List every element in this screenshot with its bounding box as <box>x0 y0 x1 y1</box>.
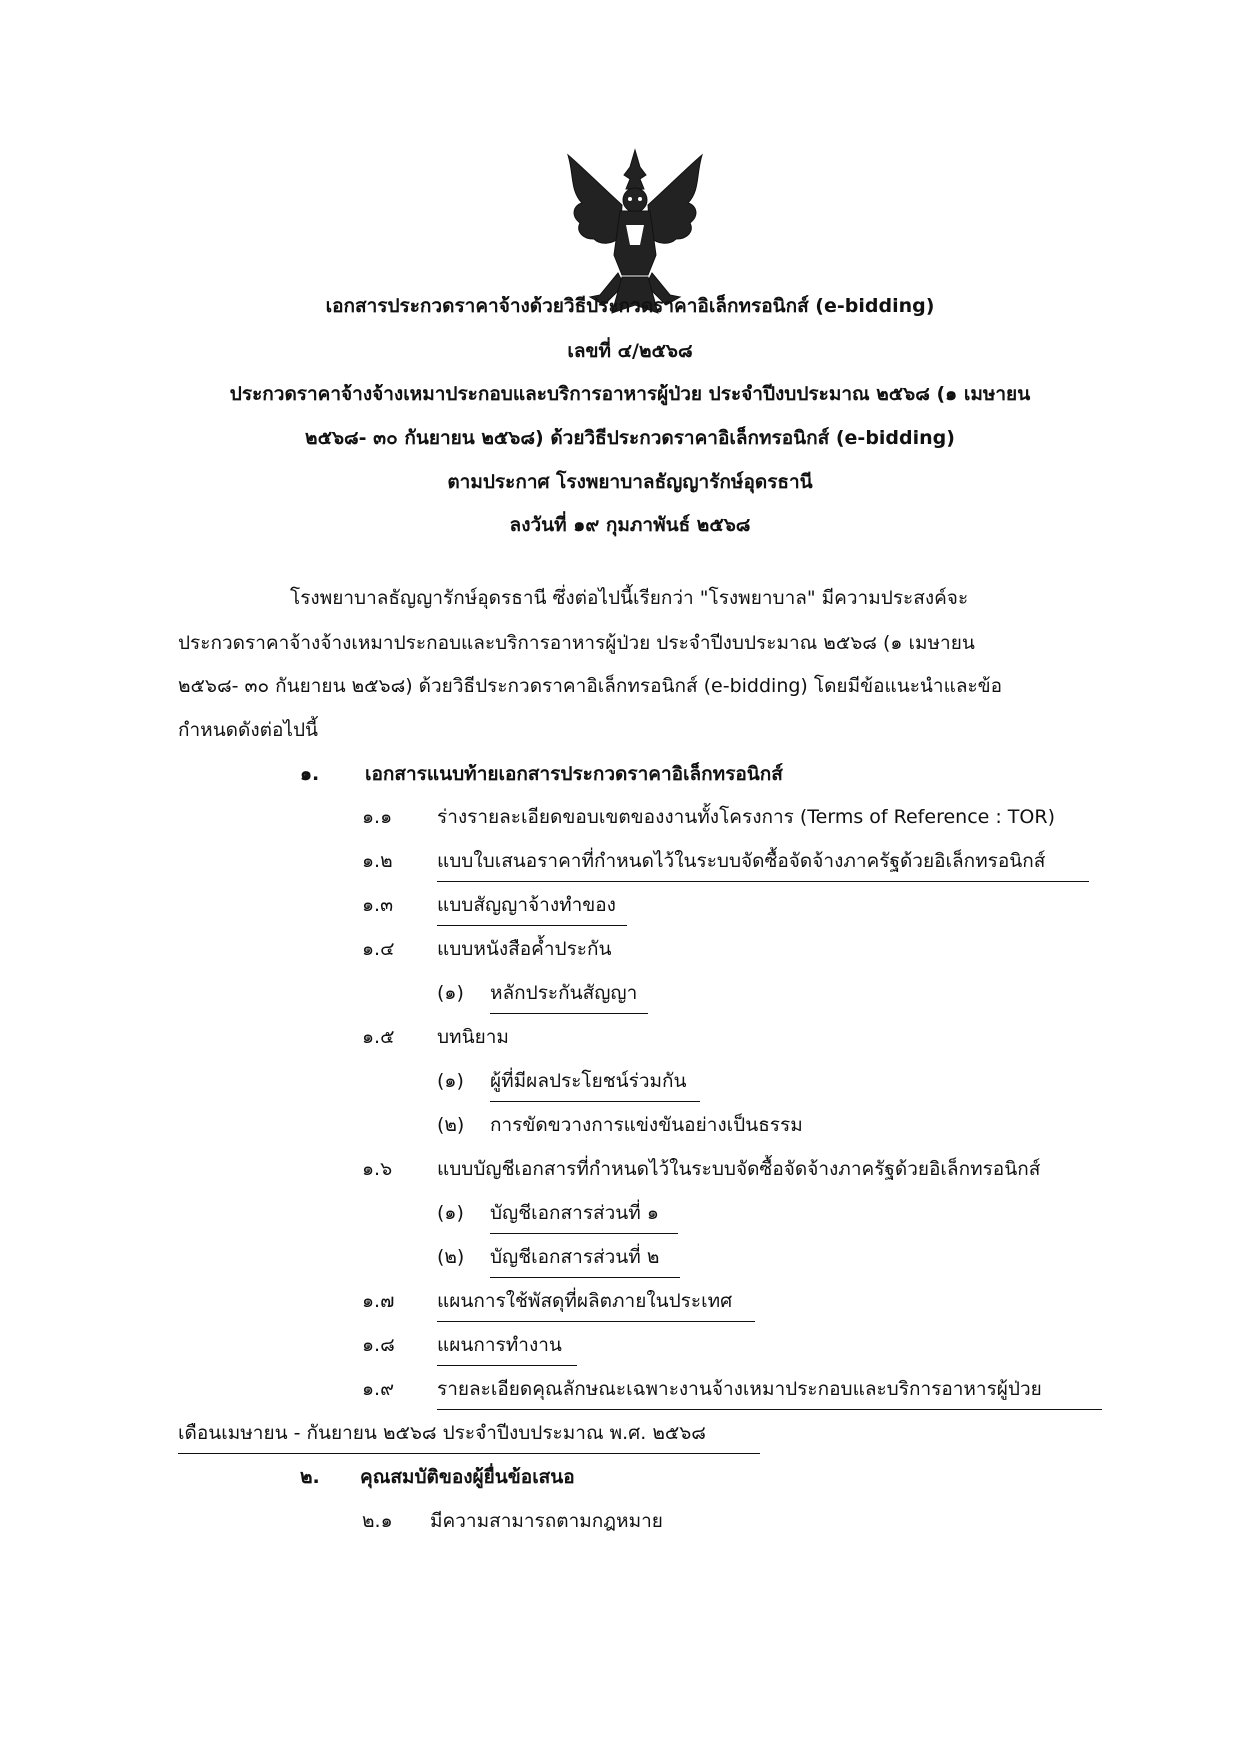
section-1-number: ๑. <box>300 763 320 785</box>
intro-line-3: ๒๕๖๘- ๓๐ กันยายน ๒๕๖๘) ด้วยวิธีประกวดราคาอิเล็กทรอนิกส์ (e-bidding) โดยมีข้อแนะนำและข้อ <box>178 675 1003 697</box>
item-1-4-text: แบบหนังสือค้ำประกัน <box>437 938 612 960</box>
item-1-9-number: ๑.๙ <box>362 1378 395 1400</box>
item-1-5-text: บทนิยาม <box>437 1026 509 1048</box>
sub-1-6-2-number: (๒) <box>437 1246 465 1268</box>
underline-1-2 <box>437 881 1089 882</box>
doc-subject-line2: ๒๕๖๘- ๓๐ กันยายน ๒๕๖๘) ด้วยวิธีประกวดราคาอิเล็กทรอนิกส์ (e-bidding) <box>305 427 955 449</box>
item-1-7-text: แผนการใช้พัสดุที่ผลิตภายในประเทศ <box>437 1290 733 1312</box>
underline-1-5-1 <box>490 1101 700 1102</box>
sub-1-4-1-text: หลักประกันสัญญา <box>490 982 638 1004</box>
sub-1-6-1-text: บัญชีเอกสารส่วนที่ ๑ <box>490 1202 659 1224</box>
sub-1-6-2-text: บัญชีเอกสารส่วนที่ ๒ <box>490 1246 660 1268</box>
item-1-1-number: ๑.๑ <box>362 806 393 828</box>
sub-1-6-1-number: (๑) <box>437 1202 464 1224</box>
item-1-8-text: แผนการทำงาน <box>437 1334 562 1356</box>
item-1-8-number: ๑.๘ <box>362 1334 395 1356</box>
underline-1-9 <box>437 1409 1102 1410</box>
underline-1-9-cont <box>178 1453 760 1454</box>
intro-line-2: ประกวดราคาจ้างจ้างเหมาประกอบและบริการอาหารผู้ป่วย ประจำปีงบประมาณ ๒๕๖๘ (๑ เมษายน <box>178 632 975 654</box>
item-2-1-text: มีความสามารถตามกฎหมาย <box>430 1510 663 1532</box>
item-1-7-number: ๑.๗ <box>362 1290 395 1312</box>
announcement-date: ลงวันที่ ๑๙ กุมภาพันธ์ ๒๕๖๘ <box>509 514 751 536</box>
item-1-9-continuation: เดือนเมษายน - กันยายน ๒๕๖๘ ประจำปีงบประมาณ พ.ศ. ๒๕๖๘ <box>178 1422 706 1444</box>
item-1-3-number: ๑.๓ <box>362 894 394 916</box>
item-1-2-text: แบบใบเสนอราคาที่กำหนดไว้ในระบบจัดซื้อจัดจ้างภาครัฐด้วยอิเล็กทรอนิกส์ <box>437 850 1046 872</box>
section-1-title: เอกสารแนบท้ายเอกสารประกวดราคาอิเล็กทรอนิกส์ <box>365 763 783 785</box>
item-1-6-number: ๑.๖ <box>362 1158 393 1180</box>
underline-1-8 <box>437 1365 577 1366</box>
underline-1-3 <box>437 925 627 926</box>
underline-1-7 <box>437 1321 755 1322</box>
item-1-9-text: รายละเอียดคุณลักษณะเฉพาะงานจ้างเหมาประกอบและบริการอาหารผู้ป่วย <box>437 1378 1042 1400</box>
item-1-1-text: ร่างรายละเอียดขอบเขตของงานทั้งโครงการ (Terms of Reference : TOR) <box>437 806 1055 828</box>
section-2-number: ๒. <box>300 1466 320 1488</box>
intro-line-4: กำหนดดังต่อไปนี้ <box>178 719 318 741</box>
doc-number: เลขที่ ๔/๒๕๖๘ <box>567 340 693 362</box>
item-2-1-number: ๒.๑ <box>362 1510 393 1532</box>
doc-title: เอกสารประกวดราคาจ้างด้วยวิธีประกวดราคาอิเล็กทรอนิกส์ (e-bidding) <box>325 295 935 317</box>
item-1-5-number: ๑.๕ <box>362 1026 395 1048</box>
item-1-3-text: แบบสัญญาจ้างทำของ <box>437 894 616 916</box>
intro-line-1: โรงพยาบาลธัญญารักษ์อุดรธานี ซึ่งต่อไปนี้เรียกว่า "โรงพยาบาล" มีความประสงค์จะ <box>290 587 969 609</box>
announcement-line: ตามประกาศ โรงพยาบาลธัญญารักษ์อุดรธานี <box>447 471 813 493</box>
sub-1-5-2-number: (๒) <box>437 1114 465 1136</box>
section-2-title: คุณสมบัติของผู้ยื่นข้อเสนอ <box>360 1466 575 1488</box>
item-1-2-number: ๑.๒ <box>362 850 393 872</box>
item-1-4-number: ๑.๔ <box>362 938 395 960</box>
doc-subject-line1: ประกวดราคาจ้างจ้างเหมาประกอบและบริการอาหารผู้ป่วย ประจำปีงบประมาณ ๒๕๖๘ (๑ เมษายน <box>229 383 1031 405</box>
sub-1-5-1-text: ผู้ที่มีผลประโยชน์ร่วมกัน <box>490 1070 687 1092</box>
underline-1-6-1 <box>490 1233 678 1234</box>
sub-1-4-1-number: (๑) <box>437 982 464 1004</box>
sub-1-5-1-number: (๑) <box>437 1070 464 1092</box>
underline-1-4-1 <box>490 1013 648 1014</box>
sub-1-5-2-text: การขัดขวางการแข่งขันอย่างเป็นธรรม <box>490 1114 803 1136</box>
item-1-6-text: แบบบัญชีเอกสารที่กำหนดไว้ในระบบจัดซื้อจัดจ้างภาครัฐด้วยอิเล็กทรอนิกส์ <box>437 1158 1041 1180</box>
underline-1-6-2 <box>490 1277 680 1278</box>
